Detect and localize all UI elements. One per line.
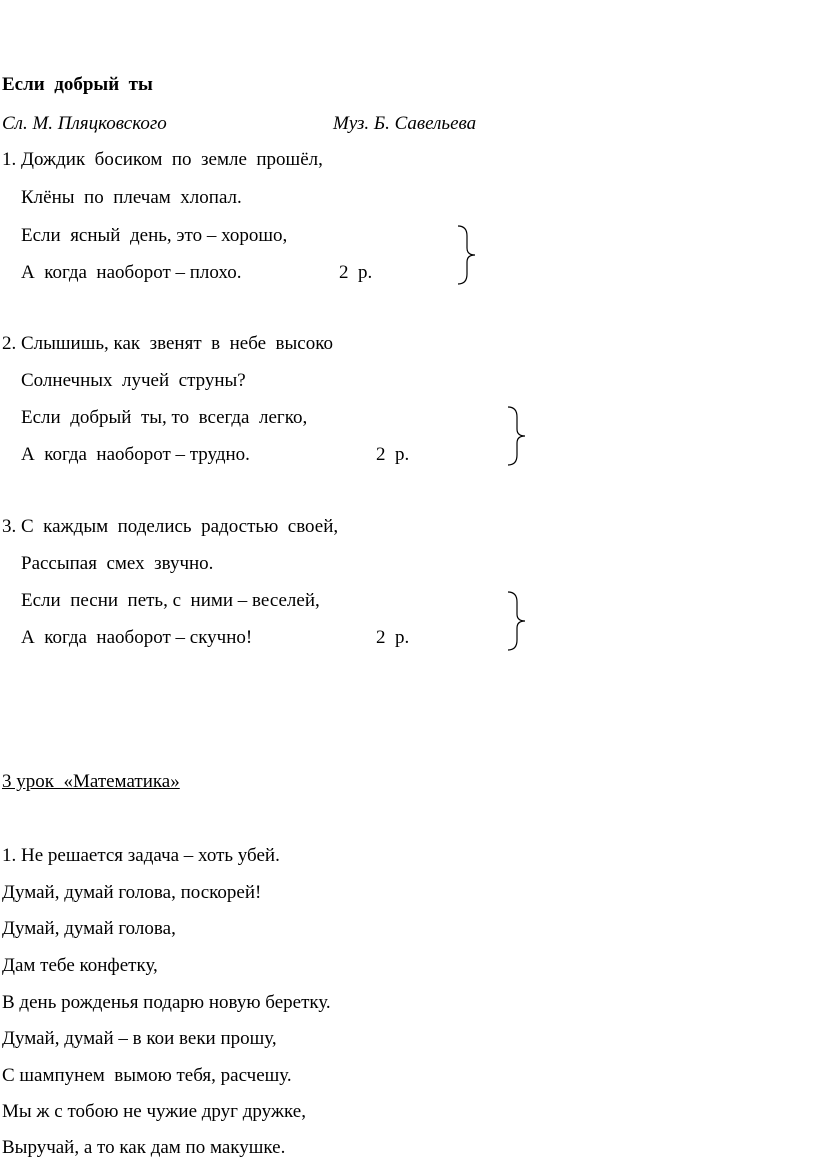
verse-3-repeat-mark: 2 р. — [376, 627, 410, 648]
verse-1-line-2: Клёны по плечам хлопал. — [21, 187, 242, 208]
verse-2-line-4: А когда наоборот – трудно. — [21, 444, 250, 465]
lesson-line-2: Думай, думай голова, поскорей! — [2, 882, 262, 903]
lesson-line-1: 1. Не решается задача – хоть убей. — [2, 845, 280, 866]
verse-3-repeat-brace — [505, 590, 529, 652]
verse-1-line-1: Дождик босиком по земле прошёл, — [21, 149, 323, 170]
verse-2-line-1: Слышишь, как звенят в небе высоко — [21, 333, 333, 354]
lesson-line-5: В день рожденья подарю новую беретку. — [2, 992, 331, 1013]
verse-2-line-3: Если добрый ты, то всегда легко, — [21, 407, 308, 428]
lesson-heading: 3 урок «Математика» — [2, 771, 180, 792]
lesson-line-4: Дам тебе конфетку, — [2, 955, 158, 976]
verse-2-repeat-brace — [505, 405, 529, 467]
composer-credit: Муз. Б. Савельева — [333, 113, 477, 134]
verse-2-number: 2. — [2, 333, 17, 354]
verse-3-line-2: Рассыпая смех звучно. — [21, 553, 214, 574]
verse-2-repeat-mark: 2 р. — [376, 444, 410, 465]
verse-1-repeat-mark: 2 р. — [339, 262, 373, 283]
verse-1-number: 1. — [2, 149, 17, 170]
lesson-line-3: Думай, думай голова, — [2, 918, 176, 939]
verse-3-line-1: С каждым поделись радостью своей, — [21, 516, 339, 537]
verse-3-line-3: Если песни петь, с ними – веселей, — [21, 590, 320, 611]
lyricist-credit: Сл. М. Пляцковского — [2, 113, 167, 134]
verse-2-line-2: Солнечных лучей струны? — [21, 370, 246, 391]
verse-3-number: 3. — [2, 516, 17, 537]
verse-3-line-4: А когда наоборот – скучно! — [21, 627, 253, 648]
lesson-line-6: Думай, думай – в кои веки прошу, — [2, 1028, 277, 1049]
verse-1-line-3: Если ясный день, это – хорошо, — [21, 225, 288, 246]
song-title: Если добрый ты — [2, 74, 153, 95]
lesson-line-8: Мы ж с тобою не чужие друг дружке, — [2, 1101, 306, 1122]
lesson-line-9: Выручай, а то как дам по макушке. — [2, 1137, 286, 1158]
verse-1-repeat-brace — [455, 224, 479, 286]
verse-1-line-4: А когда наоборот – плохо. — [21, 262, 242, 283]
lesson-line-7: С шампунем вымою тебя, расчешу. — [2, 1065, 292, 1086]
